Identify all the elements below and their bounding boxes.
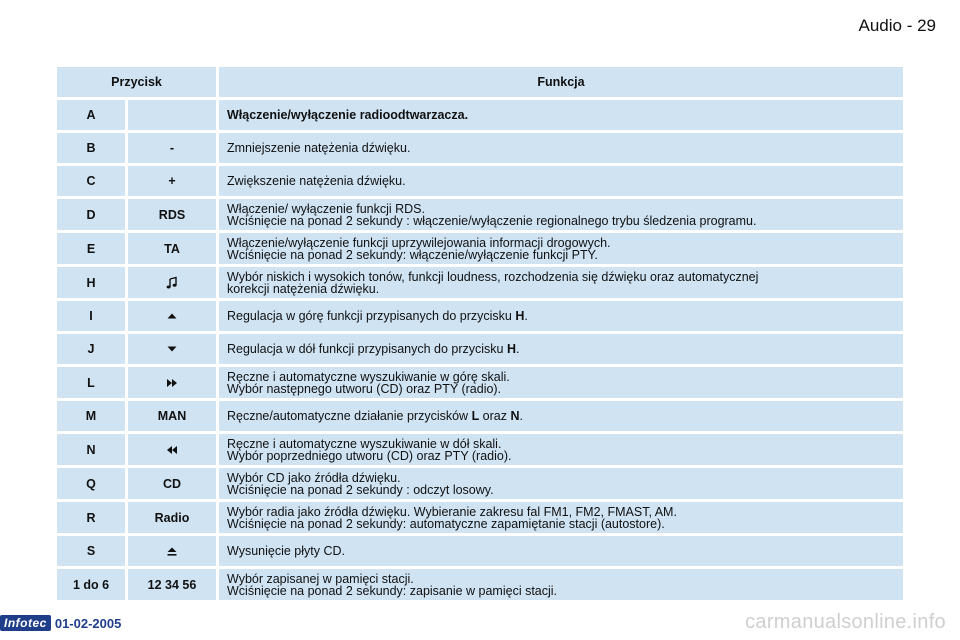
eject-icon — [165, 544, 179, 558]
button-symbol — [128, 434, 216, 465]
button-key: S — [57, 536, 125, 566]
footer — [0, 615, 121, 631]
description-text: . — [524, 309, 528, 323]
button-symbol: + — [128, 166, 216, 196]
description-text: Regulacja w dół funkcji przypisanych do przycisku — [227, 342, 507, 356]
button-key: B — [57, 133, 125, 163]
button-symbol: TA — [128, 233, 216, 264]
rewind-icon — [165, 443, 179, 457]
button-symbol: MAN — [128, 401, 216, 431]
arrow-up-icon — [165, 309, 179, 323]
button-symbol — [128, 367, 216, 398]
table-row — [57, 367, 903, 398]
description-line: Wybór niskich i wysokich tonów, funkcji loudness, rozchodzenia się dźwięku oraz automatycznej — [227, 269, 759, 284]
button-key: L — [57, 367, 125, 398]
button-symbol: RDS — [128, 199, 216, 230]
table-row — [57, 199, 903, 230]
description-line: Wciśnięcie na ponad 2 sekundy: włączenie/wyłączenie funkcji PTY. — [227, 247, 598, 262]
function-description: Zwiększenie natężenia dźwięku. — [219, 166, 903, 196]
description-text: oraz — [479, 409, 511, 423]
button-symbol — [128, 536, 216, 566]
function-description — [219, 367, 903, 398]
description-line: Wciśnięcie na ponad 2 sekundy : odczyt losowy. — [227, 482, 494, 497]
button-key: A — [57, 100, 125, 130]
function-description — [219, 401, 903, 431]
table-row — [57, 166, 903, 196]
button-key: R — [57, 502, 125, 533]
table-row — [57, 502, 903, 533]
button-key: C — [57, 166, 125, 196]
description-line: Włączenie/ wyłączenie funkcji RDS. — [227, 201, 425, 216]
function-description: Zmniejszenie natężenia dźwięku. — [219, 133, 903, 163]
button-symbol: - — [128, 133, 216, 163]
button-key: M — [57, 401, 125, 431]
function-description — [219, 502, 903, 533]
function-description — [219, 301, 903, 331]
button-key: I — [57, 301, 125, 331]
description-bold: H — [507, 342, 517, 356]
description-bold: L — [471, 409, 480, 423]
description-line: Wybór następnego utworu (CD) oraz PTY (radio). — [227, 381, 502, 396]
watermark: carmanualsonline.info — [745, 611, 946, 633]
function-description — [219, 199, 903, 230]
button-key: Q — [57, 468, 125, 499]
button-symbol — [128, 334, 216, 364]
col-function-header: Funkcja — [219, 67, 903, 97]
button-key: 1 do 6 — [57, 569, 125, 600]
function-description — [219, 468, 903, 499]
table-row — [57, 133, 903, 163]
button-key: D — [57, 199, 125, 230]
table-row — [57, 569, 903, 600]
description-line: Wciśnięcie na ponad 2 sekundy: zapisanie w pamięci stacji. — [227, 583, 558, 598]
fast-forward-icon — [165, 376, 179, 390]
description-text: . — [519, 409, 523, 423]
button-symbol: Radio — [128, 502, 216, 533]
function-description — [219, 233, 903, 264]
button-symbol: CD — [128, 468, 216, 499]
description-line: Wybór CD jako źródła dźwięku. — [227, 470, 401, 485]
button-symbol — [128, 100, 216, 130]
page-header: Audio - 29 — [858, 16, 936, 35]
description-text: Ręczne/automatyczne działanie przycisków — [227, 409, 472, 423]
description-line: Wciśnięcie na ponad 2 sekundy : włączenie/wyłączenie regionalnego trybu śledzenia programu. — [227, 213, 757, 228]
button-key: J — [57, 334, 125, 364]
description-line: Ręczne i automatyczne wyszukiwanie w górę skali. — [227, 369, 510, 384]
table-row — [57, 536, 903, 566]
description-line: Wybór zapisanej w pamięci stacji. — [227, 571, 414, 586]
description-line: Włączenie/wyłączenie funkcji uprzywilejowania informacji drogowych. — [227, 235, 611, 250]
function-description: Włączenie/wyłączenie radioodtwarzacza. — [219, 100, 903, 130]
table-row — [57, 401, 903, 431]
button-key: E — [57, 233, 125, 264]
arrow-down-icon — [165, 342, 179, 356]
function-description — [219, 267, 903, 298]
description-line: korekcji natężenia dźwięku. — [227, 281, 380, 296]
description-bold: N — [510, 409, 520, 423]
description-text: Regulacja w górę funkcji przypisanych do przycisku — [227, 309, 516, 323]
table-row — [57, 468, 903, 499]
description-line: Wybór radia jako źródła dźwięku. Wybieranie zakresu fal FM1, FM2, FMAST, AM. — [227, 504, 677, 519]
button-symbol — [128, 267, 216, 298]
description-line: Wybór poprzedniego utworu (CD) oraz PTY (radio). — [227, 448, 512, 463]
table-row — [57, 301, 903, 331]
description-line: Ręczne i automatyczne wyszukiwanie w dół skali. — [227, 436, 502, 451]
table-header-row — [57, 67, 903, 97]
table-row — [57, 267, 903, 298]
button-key: N — [57, 434, 125, 465]
function-description — [219, 334, 903, 364]
function-table — [57, 67, 903, 603]
button-symbol: 12 34 56 — [128, 569, 216, 600]
table-row — [57, 233, 903, 264]
table-row — [57, 100, 903, 130]
infotec-logo: Infotec — [0, 615, 51, 631]
table-row — [57, 434, 903, 465]
table-row — [57, 334, 903, 364]
function-description — [219, 569, 903, 600]
description-bold: H — [515, 309, 525, 323]
music-note-icon — [165, 276, 179, 290]
footer-date: 01-02-2005 — [54, 615, 122, 631]
function-description — [219, 434, 903, 465]
button-key: H — [57, 267, 125, 298]
function-description: Wysunięcie płyty CD. — [219, 536, 903, 566]
button-symbol — [128, 301, 216, 331]
description-text: . — [516, 342, 520, 356]
col-button-header: Przycisk — [57, 67, 216, 97]
description-line: Wciśnięcie na ponad 2 sekundy: automatyczne zapamiętanie stacji (autostore). — [227, 516, 665, 531]
